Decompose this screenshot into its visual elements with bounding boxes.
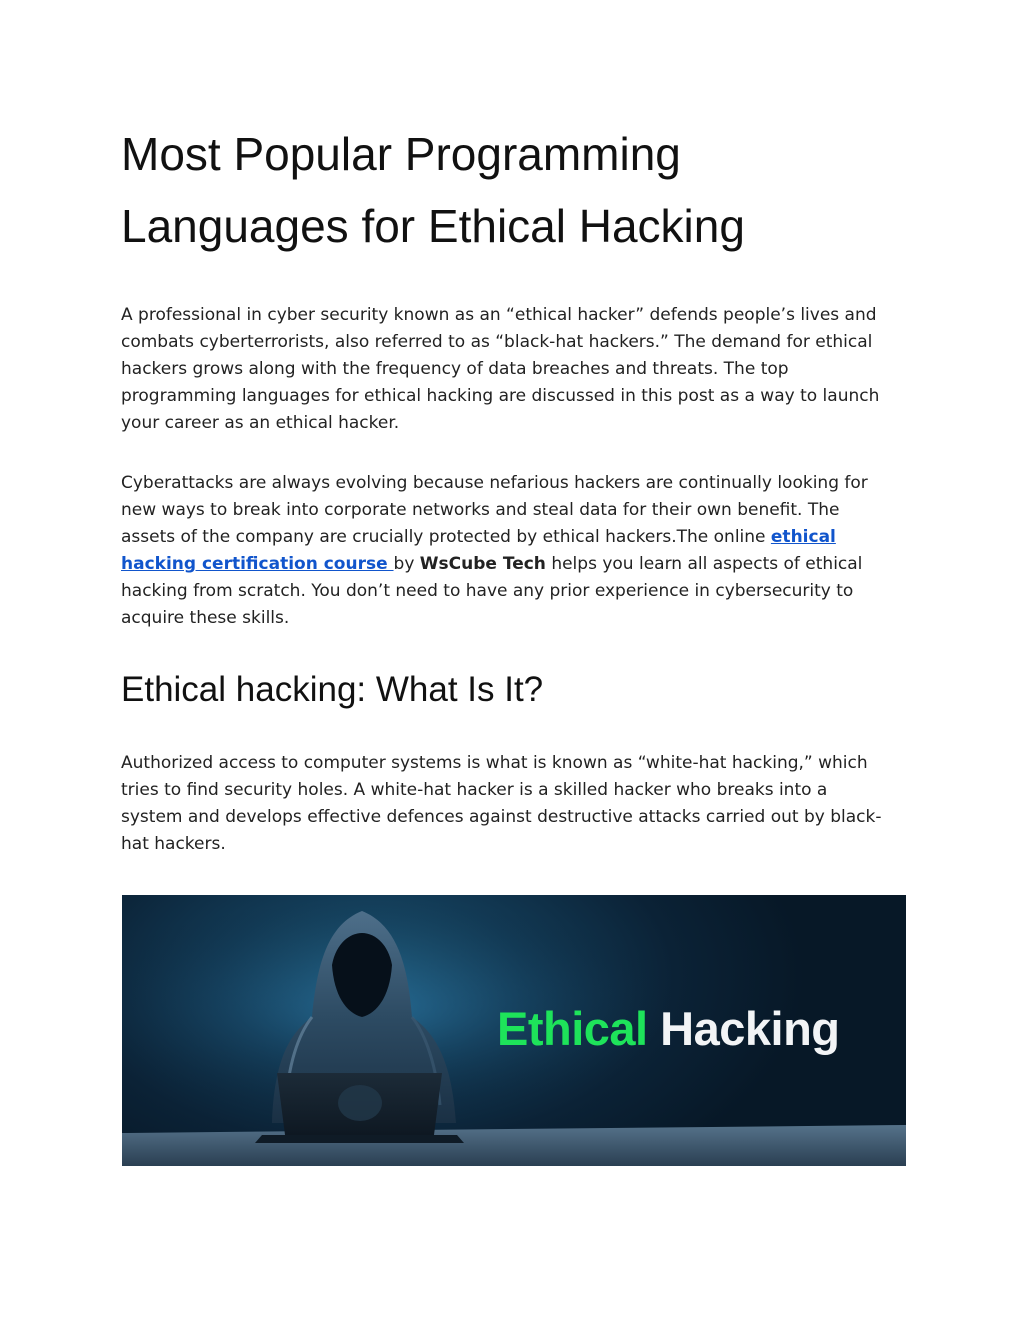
certification-course-link[interactable]: ethical hacking certification course xyxy=(121,527,836,574)
second-paragraph xyxy=(121,470,891,632)
paragraph-text-after: helps you learn all aspects of ethical hacking from scratch. You don’t need to have any prior experience in cybersecurity to acquire these skills. xyxy=(121,554,863,628)
intro-paragraph: A professional in cyber security known as an “ethical hacker” defends people’s lives and combats cyberterrorists, also referred to as “black-hat hackers.” The demand for ethical hackers grows along with the frequency of data breaches and threats. The top programming languages for ethical hacking are discussed in this post as a way to launch your career as an ethical hacker. xyxy=(121,305,880,433)
banner-word-ethical: Ethical xyxy=(497,1002,648,1055)
ethical-hacking-banner-image xyxy=(122,895,906,1166)
banner-word-hacking: Hacking xyxy=(660,1002,840,1055)
section-paragraph: Authorized access to computer systems is what is known as “white-hat hacking,” which tries to find security holes. A white-hat hacker is a skilled hacker who breaks into a system and develops effective defences against destructive attacks carried out by black-hat hackers. xyxy=(121,753,882,854)
article-title: Most Popular Programming Languages for Ethical Hacking xyxy=(121,128,745,252)
brand-name: WsCube Tech xyxy=(419,554,546,574)
paragraph-text-before-link: Cyberattacks are always evolving because nefarious hackers are continually looking for new ways to break into corporate networks and steal data for their own benefit. The assets of the company are crucially protected by ethical hackers.The online xyxy=(121,473,868,547)
banner-title xyxy=(497,999,840,1059)
paragraph-text-by: by xyxy=(393,554,420,574)
section-heading: Ethical hacking: What Is It? xyxy=(121,670,544,709)
